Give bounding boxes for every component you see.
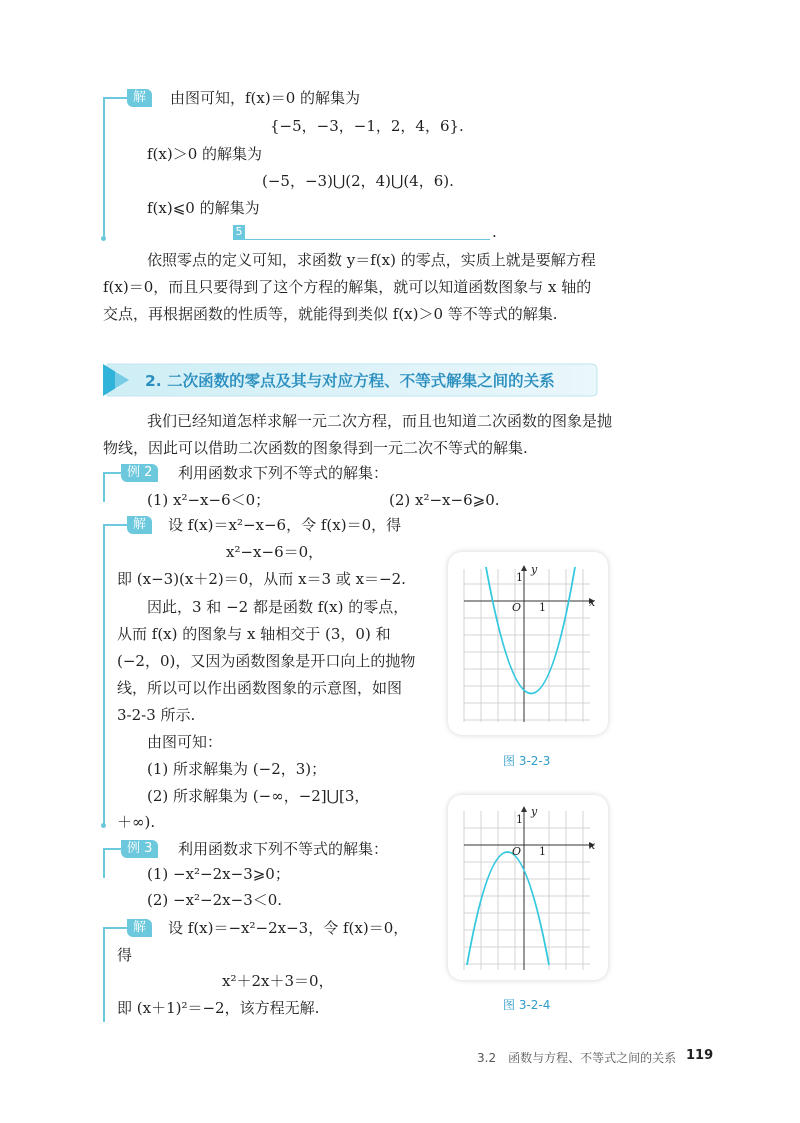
solution-sidebar-3 bbox=[103, 927, 105, 1022]
para1-line-1: 依照零点的定义可知，求函数 y＝f(x) 的零点，实质上就是要解方程 bbox=[147, 251, 596, 269]
figure-card-1 bbox=[448, 552, 608, 735]
solution-top-line-3 bbox=[103, 927, 127, 929]
sol2-line-7: 线，所以可以作出函数图象的示意图，如图 bbox=[117, 679, 403, 697]
ex2-part-2: (2) x²−x−6⩾0. bbox=[389, 491, 500, 509]
sol2-line-3: 即 (x−3)(x＋2)＝0，从而 x＝3 或 x＝−2. bbox=[117, 570, 406, 588]
ex3-part-2: (2) −x²−2x−3＜0. bbox=[147, 891, 283, 909]
sol3-line-1: 设 f(x)＝−x²−2x−3，令 f(x)＝0， bbox=[168, 919, 409, 937]
page-number: 119 bbox=[686, 1048, 714, 1063]
sol2-line-9: 由图可知： bbox=[147, 733, 223, 751]
figure-card-2 bbox=[448, 795, 608, 980]
figure-caption-2: 图 3-2-4 bbox=[503, 998, 551, 1012]
fig1-y-label: y bbox=[531, 563, 538, 576]
sol1-line-4: (−5，−3)⋃(2，4)⋃(4，6). bbox=[262, 172, 454, 190]
example-top-line-3 bbox=[103, 848, 121, 850]
ex3-intro: 利用函数求下列不等式的解集： bbox=[178, 840, 389, 858]
fill-blank-number: 5 bbox=[233, 225, 245, 239]
parabola-curve bbox=[467, 852, 549, 965]
solution-tag-3: 解 bbox=[127, 919, 152, 937]
sol2-line-1: 设 f(x)＝x²−x−6，令 f(x)＝0，得 bbox=[168, 516, 402, 534]
fig1-one-x: 1 bbox=[539, 601, 546, 614]
figure-3-2-3-graph bbox=[448, 552, 608, 735]
sol2-line-12: ＋∞). bbox=[117, 813, 156, 831]
fig2-x-label: x bbox=[589, 839, 596, 852]
parabola-curve bbox=[486, 567, 575, 694]
para2-line-1: 我们已经知道怎样求解一元二次方程，而且也知道二次函数的图象是抛 bbox=[147, 412, 613, 430]
figure-3-2-4-graph bbox=[448, 795, 608, 980]
fig1-one-y: 1 bbox=[516, 571, 523, 584]
example-sidebar-3 bbox=[103, 848, 105, 878]
ex3-part-1: (1) −x²−2x−3⩾0； bbox=[147, 865, 290, 883]
example-tag-3: 例 3 bbox=[121, 840, 158, 858]
sol2-line-6: (−2，0)，又因为函数图象是开口向上的抛物 bbox=[117, 652, 416, 670]
para1-line-3: 交点，再根据函数的性质等，就能得到类似 f(x)＞0 等不等式的解集. bbox=[103, 305, 558, 323]
solution-sidebar-1 bbox=[103, 97, 105, 239]
sol1-line-5: f(x)⩽0 的解集为 bbox=[147, 199, 260, 217]
sol3-line-2: 得 bbox=[117, 946, 133, 964]
sidebar-end-dot-1 bbox=[101, 236, 106, 241]
fig2-one-x: 1 bbox=[539, 845, 546, 858]
sol3-line-3: x²＋2x＋3＝0， bbox=[222, 972, 334, 990]
sol2-line-11: (2) 所求解集为 (−∞，−2]⋃[3， bbox=[147, 787, 370, 805]
sol1-line-2: {−5，−3，−1，2，4，6}. bbox=[270, 117, 464, 135]
example-sidebar-2 bbox=[103, 472, 105, 502]
figure-caption-1: 图 3-2-3 bbox=[503, 754, 551, 768]
ex2-part-1: (1) x²−x−6＜0； bbox=[147, 491, 271, 509]
sol2-line-8: 3-2-3 所示. bbox=[117, 706, 196, 724]
fig2-one-y: 1 bbox=[516, 813, 523, 826]
sol3-line-4: 即 (x＋1)²＝−2，该方程无解. bbox=[117, 999, 320, 1017]
solution-sidebar-2 bbox=[103, 524, 105, 826]
fig2-origin: O bbox=[512, 845, 522, 858]
footer-section-title: 3.2 函数与方程、不等式之间的关系 bbox=[477, 1051, 677, 1065]
solution-tag-2: 解 bbox=[127, 516, 152, 534]
para1-line-2: f(x)＝0，而且只要得到了这个方程的解集，就可以知道函数图象与 x 轴的 bbox=[103, 278, 592, 296]
solution-top-line-2 bbox=[103, 524, 127, 526]
sol1-line-1: 由图可知，f(x)＝0 的解集为 bbox=[170, 89, 361, 107]
solution-top-line-1 bbox=[103, 97, 127, 99]
para2-line-2: 物线，因此可以借助二次函数的图象得到一元二次不等式的解集. bbox=[103, 439, 528, 457]
sol2-line-10: (1) 所求解集为 (−2，3)； bbox=[147, 760, 327, 778]
example-top-line-2 bbox=[103, 472, 121, 474]
fill-blank-line bbox=[233, 239, 490, 240]
fill-blank-period: . bbox=[492, 223, 497, 241]
solution-tag-1: 解 bbox=[127, 89, 152, 107]
sol2-line-4: 因此，3 和 −2 都是函数 f(x) 的零点， bbox=[147, 598, 409, 616]
fig1-x-label: x bbox=[589, 596, 596, 609]
sidebar-end-dot-2 bbox=[101, 823, 106, 828]
fig2-y-label: y bbox=[531, 805, 538, 818]
sol2-line-5: 从而 f(x) 的图象与 x 轴相交于 (3，0) 和 bbox=[117, 625, 391, 643]
fig1-origin: O bbox=[512, 601, 522, 614]
ex2-intro: 利用函数求下列不等式的解集： bbox=[178, 464, 389, 482]
example-tag-2: 例 2 bbox=[121, 464, 158, 482]
sol1-line-3: f(x)＞0 的解集为 bbox=[147, 145, 263, 163]
section-title: 2. 二次函数的零点及其与对应方程、不等式解集之间的关系 bbox=[145, 372, 555, 390]
sol2-line-2: x²−x−6＝0， bbox=[226, 543, 324, 561]
